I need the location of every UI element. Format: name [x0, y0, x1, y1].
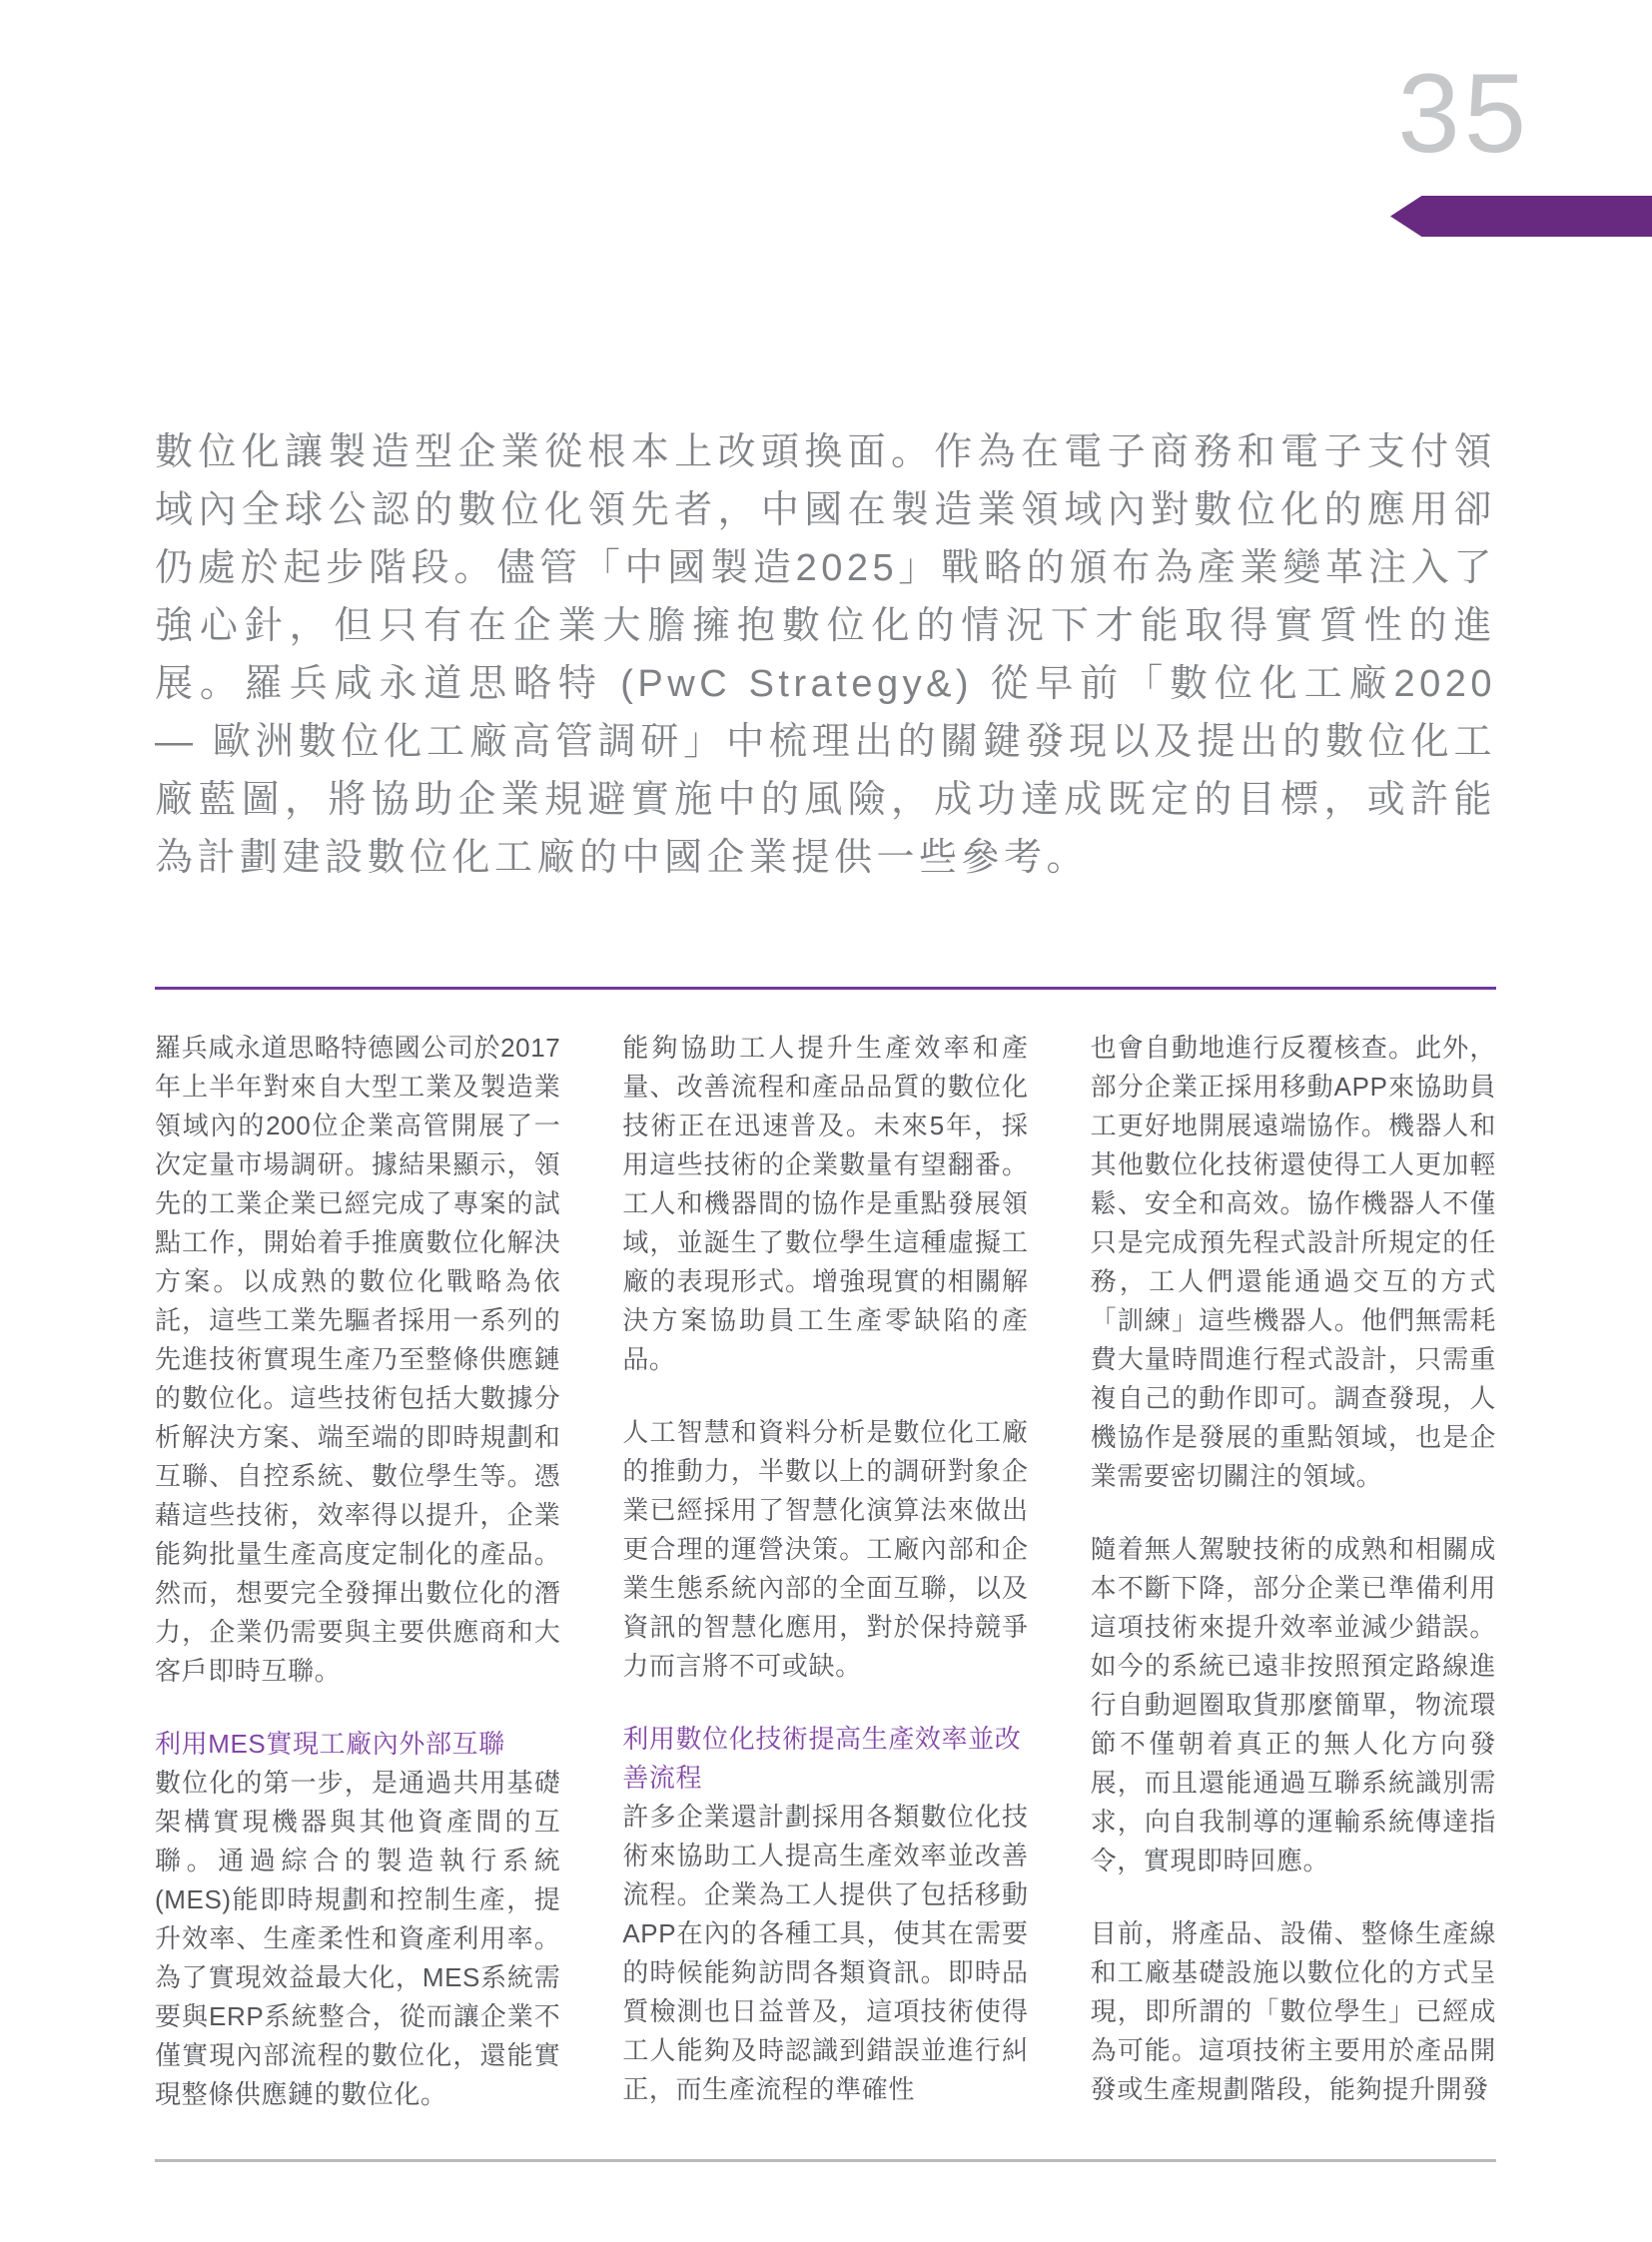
body-columns [155, 1029, 1496, 2148]
paragraph: 人工智慧和資料分析是數位化工廠的推動力，半數以上的調研對象企業已經採用了智慧化演算法來做出更合理的運營決策。工廠內部和企業生態系統內部的全面互聯，以及資訊的智慧化應用，對於保持競爭力而言將不可或缺。 [622, 1417, 1029, 1681]
bottom-divider-rule [155, 2159, 1496, 2162]
column-3 [1091, 1029, 1496, 2148]
paragraph: 許多企業還計劃採用各類數位化技術來協助工人提高生產效率並改善流程。企業為工人提供了包括移動APP在內的各種工具，使其在需要的時候能夠訪問各類資訊。即時品質檢測也日益普及，這項技術使得工人能夠及時認識到錯誤並進行糾正，而生產流程的準確性 [622, 1802, 1029, 2104]
page-number: 35 [1397, 51, 1530, 176]
section-heading: 利用數位化技術提高生產效率並改善流程 [622, 1724, 1022, 1793]
paragraph: 也會自動地進行反覆核查。此外，部分企業正採用移動APP來協助員工更好地開展遠端協作。機器人和其他數位化技術還使得工人更加輕鬆、安全和高效。協作機器人不僅只是完成預先程式設計所規定的任務，工人們還能通過交互的方式「訓練」這些機器人。他們無需耗費大量時間進行程式設計，只需重複自己的動作即可。調查發現，人機協作是發展的重點領域，也是企業需要密切關注的領域。 [1090, 1033, 1496, 1491]
paragraph: 羅兵咸永道思略特德國公司於2017年上半年對來自大型工業及製造業領域內的200位企業高管開展了一次定量市場調研。據結果顯示，領先的工業企業已經完成了專案的試點工作，開始着手推廣數位化解決方案。以成熟的數位化戰略為依託，這些工業先驅者採用一系列的先進技術實現生產乃至整條供應鏈的數位化。這些技術包括大數據分析解決方案、端至端的即時規劃和互聯、自控系統、數位學生等。憑藉這些技術，效率得以提升，企業能夠批量生產高度定制化的產品。然而，想要完全發揮出數位化的潛力，企業仍需要與主要供應商和大客戶即時互聯。 [155, 1033, 561, 1686]
column-2 [622, 1029, 1028, 2148]
section-heading: 利用MES實現工廠內外部互聯 [155, 1729, 505, 1759]
paragraph: 能夠協助工人提升生產效率和產量、改善流程和產品品質的數位化技術正在迅速普及。未來5年，採用這些技術的企業數量有望翻番。工人和機器間的協作是重點發展領域，並誕生了數位學生這種虛擬工廠的表現形式。增強現實的相關解決方案協助員工生產零缺陷的產品。 [622, 1033, 1029, 1374]
page-corner-banner [1390, 196, 1652, 237]
paragraph: 隨着無人駕駛技術的成熟和相關成本不斷下降，部分企業已準備利用這項技術來提升效率並減少錯誤。如今的系統已遠非按照預定路線進行自動迴圈取貨那麼簡單，物流環節不僅朝着真正的無人化方向發展，而且還能通過互聯系統識別需求，向自我制導的運輸系統傳達指令，實現即時回應。 [1090, 1534, 1496, 1875]
paragraph: 數位化的第一步，是通過共用基礎架構實現機器與其他資產間的互聯。通過綜合的製造執行系統(MES)能即時規劃和控制生產，提升效率、生產柔性和資產利用率。為了實現效益最大化，MES系統需要與ERP系統整合，從而讓企業不僅實現內部流程的數位化，還能實現整條供應鏈的數位化。 [155, 1768, 561, 2109]
top-divider-rule [155, 987, 1496, 990]
column-1 [155, 1029, 560, 2148]
paragraph: 目前，將產品、設備、整條生產線和工廠基礎設施以數位化的方式呈現，即所謂的「數位學生」已經成為可能。這項技術主要用於產品開發或生產規劃階段，能夠提升開發 [1090, 1918, 1496, 2104]
intro-paragraph: 數位化讓製造型企業從根本上改頭換面。作為在電子商務和電子支付領域內全球公認的數位化領先者，中國在製造業領域內對數位化的應用卻仍處於起步階段。儘管「中國製造2025」戰略的頒布為產業變革注入了強心針，但只有在企業大膽擁抱數位化的情況下才能取得實質性的進展。羅兵咸永道思略特 (PwC Strategy&) 從早前「數位化工廠2020 — 歐洲數位化工廠高管調研」中梳理出的關鍵發現以及提出的數位化工廠藍圖，將協助企業規避實施中的風險，成功達成既定的目標，或許能為計劃建設數位化工廠的中國企業提供一些參考。 [155, 431, 1496, 879]
